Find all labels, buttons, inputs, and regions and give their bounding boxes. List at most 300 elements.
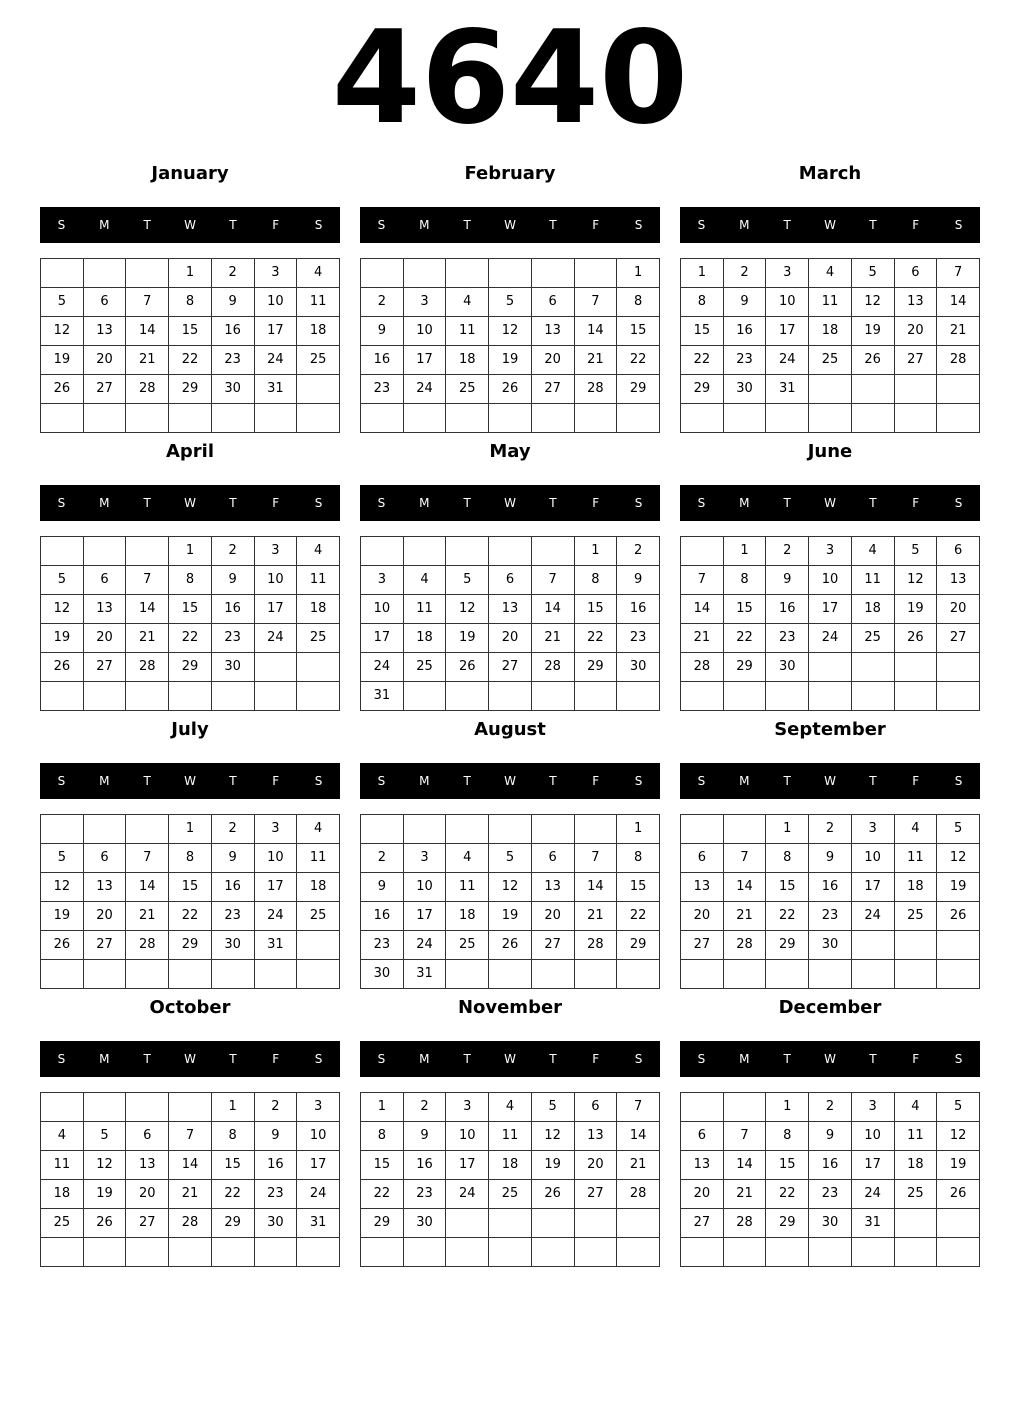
day-cell: 3 xyxy=(766,259,809,288)
day-cell: 29 xyxy=(766,1209,809,1238)
weekday-label: T xyxy=(143,774,151,788)
day-cell: 15 xyxy=(169,873,212,902)
week-row xyxy=(361,902,660,931)
day-cell: 26 xyxy=(41,931,84,960)
weekday-label: T xyxy=(463,774,471,788)
day-cell: 16 xyxy=(211,873,254,902)
week-row xyxy=(681,259,980,288)
day-cell xyxy=(297,653,340,682)
weekday-label: F xyxy=(912,218,920,232)
day-cell xyxy=(617,404,660,433)
day-cell: 30 xyxy=(211,375,254,404)
day-cell: 12 xyxy=(41,595,84,624)
day-cell: 22 xyxy=(617,902,660,931)
day-cell: 24 xyxy=(403,375,446,404)
day-cell: 7 xyxy=(723,844,766,873)
day-cell: 11 xyxy=(489,1122,532,1151)
day-cell xyxy=(169,404,212,433)
day-cell: 12 xyxy=(894,566,937,595)
day-cell: 31 xyxy=(254,931,297,960)
day-cell: 26 xyxy=(894,624,937,653)
weekday-label: S xyxy=(697,774,706,788)
week-row xyxy=(681,960,980,989)
weekday-label: T xyxy=(229,1052,237,1066)
day-cell xyxy=(41,537,84,566)
day-cell: 10 xyxy=(297,1122,340,1151)
day-cell xyxy=(937,682,980,711)
day-cell xyxy=(446,960,489,989)
day-cell: 7 xyxy=(937,259,980,288)
weekday-label: F xyxy=(912,774,920,788)
day-cell: 13 xyxy=(681,1151,724,1180)
week-row xyxy=(681,375,980,404)
day-cell: 29 xyxy=(361,1209,404,1238)
day-cell: 17 xyxy=(809,595,852,624)
week-row xyxy=(361,815,660,844)
weekday-label: W xyxy=(824,496,836,510)
day-cell: 30 xyxy=(766,653,809,682)
day-cell xyxy=(211,1238,254,1267)
week-row xyxy=(681,1238,980,1267)
day-cell xyxy=(83,960,126,989)
weekday-header xyxy=(680,1041,980,1077)
day-cell xyxy=(361,815,404,844)
weekday-label: S xyxy=(634,496,643,510)
day-cell xyxy=(41,1238,84,1267)
weekday-label: F xyxy=(592,496,600,510)
day-cell: 7 xyxy=(574,288,617,317)
day-cell: 30 xyxy=(809,931,852,960)
weekday-label: W xyxy=(504,774,516,788)
day-cell: 5 xyxy=(446,566,489,595)
day-cell: 17 xyxy=(254,595,297,624)
day-cell: 15 xyxy=(723,595,766,624)
weekday-header xyxy=(360,1041,660,1077)
day-cell: 29 xyxy=(169,375,212,404)
day-cell: 8 xyxy=(617,288,660,317)
day-cell xyxy=(617,1238,660,1267)
weekday-label: S xyxy=(954,496,963,510)
week-row xyxy=(681,288,980,317)
day-cell xyxy=(211,404,254,433)
day-cell xyxy=(297,960,340,989)
weekday-label: T xyxy=(869,1052,877,1066)
day-cell: 25 xyxy=(894,902,937,931)
day-cell xyxy=(83,815,126,844)
day-cell: 20 xyxy=(83,624,126,653)
day-cell: 19 xyxy=(83,1180,126,1209)
day-cell: 22 xyxy=(766,1180,809,1209)
day-cell: 19 xyxy=(489,346,532,375)
weekday-label: S xyxy=(634,1052,643,1066)
day-cell: 6 xyxy=(894,259,937,288)
day-cell: 20 xyxy=(531,902,574,931)
day-cell: 8 xyxy=(169,844,212,873)
day-cell: 12 xyxy=(41,873,84,902)
day-cell xyxy=(894,931,937,960)
week-row xyxy=(41,931,340,960)
day-cell: 11 xyxy=(297,288,340,317)
day-cell xyxy=(894,682,937,711)
day-cell: 1 xyxy=(169,537,212,566)
day-cell: 14 xyxy=(723,873,766,902)
day-cell xyxy=(297,1238,340,1267)
day-cell xyxy=(403,815,446,844)
day-cell xyxy=(83,682,126,711)
day-cell xyxy=(809,404,852,433)
day-cell: 7 xyxy=(126,288,169,317)
day-cell: 16 xyxy=(361,902,404,931)
day-cell: 4 xyxy=(297,537,340,566)
day-cell: 12 xyxy=(531,1122,574,1151)
day-cell: 15 xyxy=(681,317,724,346)
week-row xyxy=(361,375,660,404)
week-row xyxy=(361,844,660,873)
day-cell: 21 xyxy=(723,902,766,931)
day-cell xyxy=(851,931,894,960)
week-row xyxy=(41,346,340,375)
day-cell: 10 xyxy=(766,288,809,317)
day-cell: 3 xyxy=(403,288,446,317)
month-name: February xyxy=(464,163,556,184)
weekday-header xyxy=(40,1041,340,1077)
day-cell: 21 xyxy=(681,624,724,653)
day-cell: 5 xyxy=(937,1093,980,1122)
day-cell xyxy=(723,404,766,433)
day-cell: 27 xyxy=(574,1180,617,1209)
weekday-label: T xyxy=(463,1052,471,1066)
day-cell: 3 xyxy=(361,566,404,595)
day-cell: 23 xyxy=(723,346,766,375)
day-cell: 30 xyxy=(403,1209,446,1238)
day-cell xyxy=(297,375,340,404)
day-cell: 3 xyxy=(851,815,894,844)
weekday-label: W xyxy=(184,218,196,232)
day-cell xyxy=(531,404,574,433)
week-row xyxy=(361,1151,660,1180)
day-cell: 20 xyxy=(531,346,574,375)
day-cell: 18 xyxy=(297,595,340,624)
day-cell: 15 xyxy=(617,317,660,346)
day-cell: 26 xyxy=(489,375,532,404)
week-row xyxy=(41,1180,340,1209)
day-cell: 1 xyxy=(169,815,212,844)
day-cell: 30 xyxy=(723,375,766,404)
day-cell xyxy=(489,960,532,989)
day-cell xyxy=(41,1093,84,1122)
weekday-label: M xyxy=(99,1052,110,1066)
day-cell xyxy=(809,682,852,711)
day-cell: 28 xyxy=(723,931,766,960)
day-cell: 25 xyxy=(809,346,852,375)
day-cell: 26 xyxy=(446,653,489,682)
day-cell: 20 xyxy=(894,317,937,346)
weekday-label: T xyxy=(783,1052,791,1066)
day-cell: 5 xyxy=(489,288,532,317)
day-cell: 16 xyxy=(617,595,660,624)
week-row xyxy=(41,317,340,346)
weekday-header xyxy=(360,763,660,799)
day-cell xyxy=(809,653,852,682)
day-cell: 26 xyxy=(41,653,84,682)
month-name: November xyxy=(457,997,563,1018)
weekday-label: W xyxy=(824,774,836,788)
day-cell: 2 xyxy=(361,288,404,317)
day-cell: 11 xyxy=(446,317,489,346)
day-cell: 8 xyxy=(169,566,212,595)
weekday-label: T xyxy=(463,218,471,232)
weekday-label: T xyxy=(463,496,471,510)
day-cell: 25 xyxy=(446,931,489,960)
day-cell xyxy=(489,537,532,566)
day-cell: 20 xyxy=(937,595,980,624)
day-cell xyxy=(361,1238,404,1267)
day-cell xyxy=(403,259,446,288)
day-cell: 31 xyxy=(766,375,809,404)
weekday-label: S xyxy=(377,1052,386,1066)
day-cell: 24 xyxy=(851,902,894,931)
day-cell: 17 xyxy=(254,317,297,346)
day-cell xyxy=(211,960,254,989)
day-cell xyxy=(446,815,489,844)
weekday-label: S xyxy=(634,774,643,788)
day-cell: 29 xyxy=(169,653,212,682)
day-cell: 28 xyxy=(574,931,617,960)
day-cell: 24 xyxy=(254,624,297,653)
day-cell: 22 xyxy=(211,1180,254,1209)
day-cell xyxy=(254,682,297,711)
weekday-label: F xyxy=(272,218,280,232)
day-cell: 7 xyxy=(574,844,617,873)
day-cell: 5 xyxy=(894,537,937,566)
day-cell xyxy=(937,1209,980,1238)
day-cell: 29 xyxy=(211,1209,254,1238)
day-cell: 29 xyxy=(617,931,660,960)
day-cell: 14 xyxy=(126,873,169,902)
days-table xyxy=(40,1092,340,1267)
day-cell: 12 xyxy=(489,873,532,902)
day-cell: 10 xyxy=(851,1122,894,1151)
weekday-header xyxy=(40,763,340,799)
day-cell: 27 xyxy=(83,653,126,682)
weekday-label: T xyxy=(869,496,877,510)
week-row xyxy=(41,1122,340,1151)
day-cell: 29 xyxy=(766,931,809,960)
day-cell xyxy=(531,960,574,989)
day-cell xyxy=(531,537,574,566)
day-cell xyxy=(254,960,297,989)
day-cell: 16 xyxy=(766,595,809,624)
week-row xyxy=(361,259,660,288)
day-cell: 10 xyxy=(851,844,894,873)
day-cell: 7 xyxy=(681,566,724,595)
day-cell xyxy=(489,815,532,844)
day-cell xyxy=(126,259,169,288)
day-cell: 11 xyxy=(297,844,340,873)
day-cell: 6 xyxy=(83,288,126,317)
day-cell xyxy=(531,815,574,844)
day-cell: 31 xyxy=(297,1209,340,1238)
day-cell: 22 xyxy=(169,346,212,375)
day-cell xyxy=(41,960,84,989)
day-cell: 14 xyxy=(723,1151,766,1180)
day-cell xyxy=(403,537,446,566)
day-cell: 18 xyxy=(894,873,937,902)
week-row xyxy=(41,873,340,902)
week-row xyxy=(361,1122,660,1151)
day-cell: 7 xyxy=(723,1122,766,1151)
day-cell xyxy=(83,537,126,566)
day-cell: 13 xyxy=(83,873,126,902)
day-cell xyxy=(531,682,574,711)
day-cell: 26 xyxy=(937,1180,980,1209)
day-cell: 26 xyxy=(531,1180,574,1209)
day-cell: 11 xyxy=(851,566,894,595)
day-cell xyxy=(254,404,297,433)
weekday-label: F xyxy=(272,774,280,788)
day-cell: 2 xyxy=(809,1093,852,1122)
day-cell: 5 xyxy=(41,288,84,317)
weekday-label: T xyxy=(783,218,791,232)
week-row xyxy=(41,653,340,682)
day-cell: 30 xyxy=(809,1209,852,1238)
day-cell xyxy=(254,653,297,682)
day-cell: 20 xyxy=(489,624,532,653)
day-cell: 24 xyxy=(851,1180,894,1209)
day-cell: 2 xyxy=(766,537,809,566)
day-cell: 18 xyxy=(297,317,340,346)
day-cell xyxy=(937,931,980,960)
weekday-header xyxy=(40,207,340,243)
day-cell: 18 xyxy=(446,902,489,931)
weekday-label: M xyxy=(99,774,110,788)
day-cell xyxy=(83,1093,126,1122)
day-cell: 29 xyxy=(617,375,660,404)
week-row xyxy=(41,288,340,317)
day-cell: 30 xyxy=(211,931,254,960)
day-cell: 6 xyxy=(681,844,724,873)
day-cell: 4 xyxy=(297,815,340,844)
day-cell xyxy=(446,537,489,566)
day-cell: 12 xyxy=(851,288,894,317)
day-cell: 25 xyxy=(851,624,894,653)
day-cell: 14 xyxy=(574,873,617,902)
week-row xyxy=(361,624,660,653)
day-cell xyxy=(574,404,617,433)
day-cell: 20 xyxy=(681,1180,724,1209)
day-cell: 22 xyxy=(723,624,766,653)
weekday-label: T xyxy=(549,1052,557,1066)
day-cell: 6 xyxy=(531,288,574,317)
day-cell: 22 xyxy=(574,624,617,653)
day-cell: 23 xyxy=(361,375,404,404)
day-cell: 18 xyxy=(489,1151,532,1180)
day-cell: 28 xyxy=(126,375,169,404)
days-table xyxy=(40,258,340,433)
day-cell: 21 xyxy=(126,624,169,653)
day-cell: 30 xyxy=(617,653,660,682)
weekday-label: W xyxy=(504,496,516,510)
day-cell: 13 xyxy=(531,317,574,346)
day-cell: 30 xyxy=(211,653,254,682)
day-cell: 8 xyxy=(681,288,724,317)
weekday-label: T xyxy=(143,218,151,232)
weekday-label: S xyxy=(954,774,963,788)
day-cell: 23 xyxy=(617,624,660,653)
day-cell: 10 xyxy=(403,317,446,346)
day-cell: 24 xyxy=(446,1180,489,1209)
day-cell xyxy=(851,404,894,433)
day-cell xyxy=(681,537,724,566)
day-cell: 9 xyxy=(361,873,404,902)
weekday-label: S xyxy=(377,218,386,232)
day-cell: 21 xyxy=(574,346,617,375)
day-cell: 1 xyxy=(766,815,809,844)
day-cell: 27 xyxy=(531,931,574,960)
week-row xyxy=(681,1122,980,1151)
day-cell: 22 xyxy=(617,346,660,375)
day-cell: 23 xyxy=(403,1180,446,1209)
day-cell: 16 xyxy=(254,1151,297,1180)
month-name: August xyxy=(474,719,546,740)
day-cell: 29 xyxy=(723,653,766,682)
weekday-label: S xyxy=(57,774,66,788)
day-cell: 28 xyxy=(169,1209,212,1238)
day-cell: 2 xyxy=(211,815,254,844)
day-cell xyxy=(531,1209,574,1238)
week-row xyxy=(361,346,660,375)
day-cell: 14 xyxy=(681,595,724,624)
month-name: October xyxy=(149,997,231,1018)
day-cell xyxy=(126,960,169,989)
day-cell xyxy=(766,682,809,711)
day-cell: 10 xyxy=(809,566,852,595)
week-row xyxy=(41,682,340,711)
day-cell: 1 xyxy=(681,259,724,288)
weekday-label: S xyxy=(57,496,66,510)
day-cell: 28 xyxy=(723,1209,766,1238)
day-cell xyxy=(169,960,212,989)
day-cell: 19 xyxy=(894,595,937,624)
week-row xyxy=(41,1093,340,1122)
day-cell: 25 xyxy=(489,1180,532,1209)
days-table xyxy=(360,1092,660,1267)
day-cell: 16 xyxy=(211,595,254,624)
weekday-label: M xyxy=(419,218,430,232)
day-cell: 15 xyxy=(169,317,212,346)
weekday-label: M xyxy=(739,496,750,510)
week-row xyxy=(681,844,980,873)
day-cell: 10 xyxy=(254,288,297,317)
weekday-label: S xyxy=(314,1052,323,1066)
weekday-label: M xyxy=(739,218,750,232)
day-cell xyxy=(681,815,724,844)
day-cell xyxy=(126,1238,169,1267)
week-row xyxy=(361,1238,660,1267)
week-row xyxy=(361,1093,660,1122)
day-cell xyxy=(403,404,446,433)
weekday-header xyxy=(360,485,660,521)
day-cell xyxy=(681,404,724,433)
weekday-label: S xyxy=(697,1052,706,1066)
day-cell: 19 xyxy=(937,873,980,902)
day-cell xyxy=(41,404,84,433)
weekday-label: S xyxy=(697,496,706,510)
month-name: July xyxy=(171,719,209,740)
week-row xyxy=(361,653,660,682)
day-cell: 5 xyxy=(851,259,894,288)
day-cell xyxy=(446,1238,489,1267)
